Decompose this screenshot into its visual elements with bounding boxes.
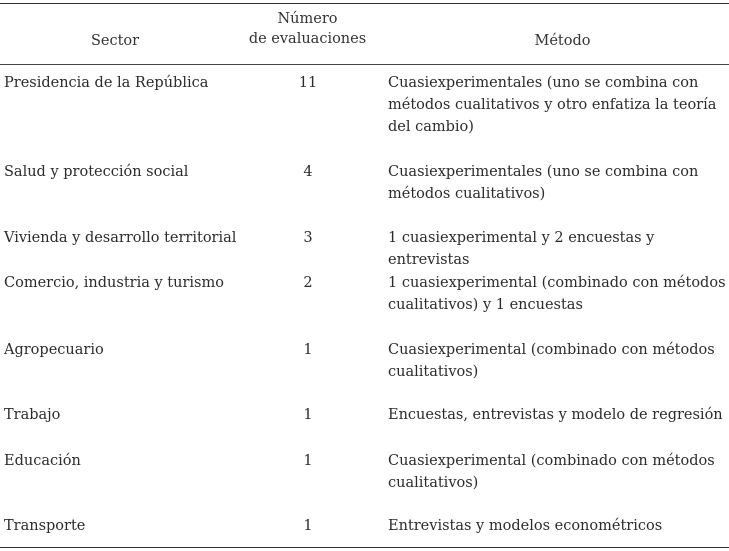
method-cell: Cuasiexperimental (combinado con métodos cualitativos) bbox=[388, 453, 715, 491]
header-rule bbox=[0, 64, 729, 65]
sector-cell: Presidencia de la República bbox=[4, 75, 209, 91]
sector-cell: Vivienda y desarrollo territorial bbox=[4, 230, 237, 246]
table-bottom-rule bbox=[0, 547, 729, 548]
count-cell: 3 bbox=[303, 230, 313, 246]
sector-cell: Salud y protección social bbox=[4, 164, 189, 180]
header-number-line2: de evaluaciones bbox=[248, 31, 367, 47]
method-cell: Entrevistas y modelos econométricos bbox=[388, 518, 663, 534]
method-cell: 1 cuasiexperimental (combinado con métodos cualitativos) y 1 encuestas bbox=[388, 275, 726, 313]
header-sector: Sector bbox=[90, 33, 140, 49]
count-cell: 4 bbox=[303, 164, 313, 180]
sector-cell: Comercio, industria y turismo bbox=[4, 275, 224, 291]
table-top-rule bbox=[0, 3, 729, 4]
sector-cell: Educación bbox=[4, 453, 81, 469]
header-number-line1: Número bbox=[277, 11, 338, 27]
method-cell: Encuestas, entrevistas y modelo de regresión bbox=[388, 407, 723, 423]
header-method: Método bbox=[534, 33, 591, 49]
count-cell: 1 bbox=[303, 518, 313, 534]
sector-cell: Agropecuario bbox=[4, 342, 104, 358]
count-cell: 11 bbox=[298, 75, 318, 91]
sector-cell: Trabajo bbox=[4, 407, 61, 423]
count-cell: 1 bbox=[303, 342, 313, 358]
method-cell: 1 cuasiexperimental y 2 encuestas y entrevistas bbox=[388, 230, 655, 268]
count-cell: 1 bbox=[303, 407, 313, 423]
method-cell: Cuasiexperimental (combinado con métodos cualitativos) bbox=[388, 342, 715, 380]
method-cell: Cuasiexperimentales (uno se combina con métodos cualitativos y otro enfatiza la teoría del cambio) bbox=[388, 75, 717, 135]
sector-cell: Transporte bbox=[4, 518, 86, 534]
method-cell: Cuasiexperimentales (uno se combina con métodos cualitativos) bbox=[388, 164, 699, 202]
count-cell: 2 bbox=[303, 275, 313, 291]
count-cell: 1 bbox=[303, 453, 313, 469]
header-number-of-evaluations bbox=[245, 9, 370, 49]
